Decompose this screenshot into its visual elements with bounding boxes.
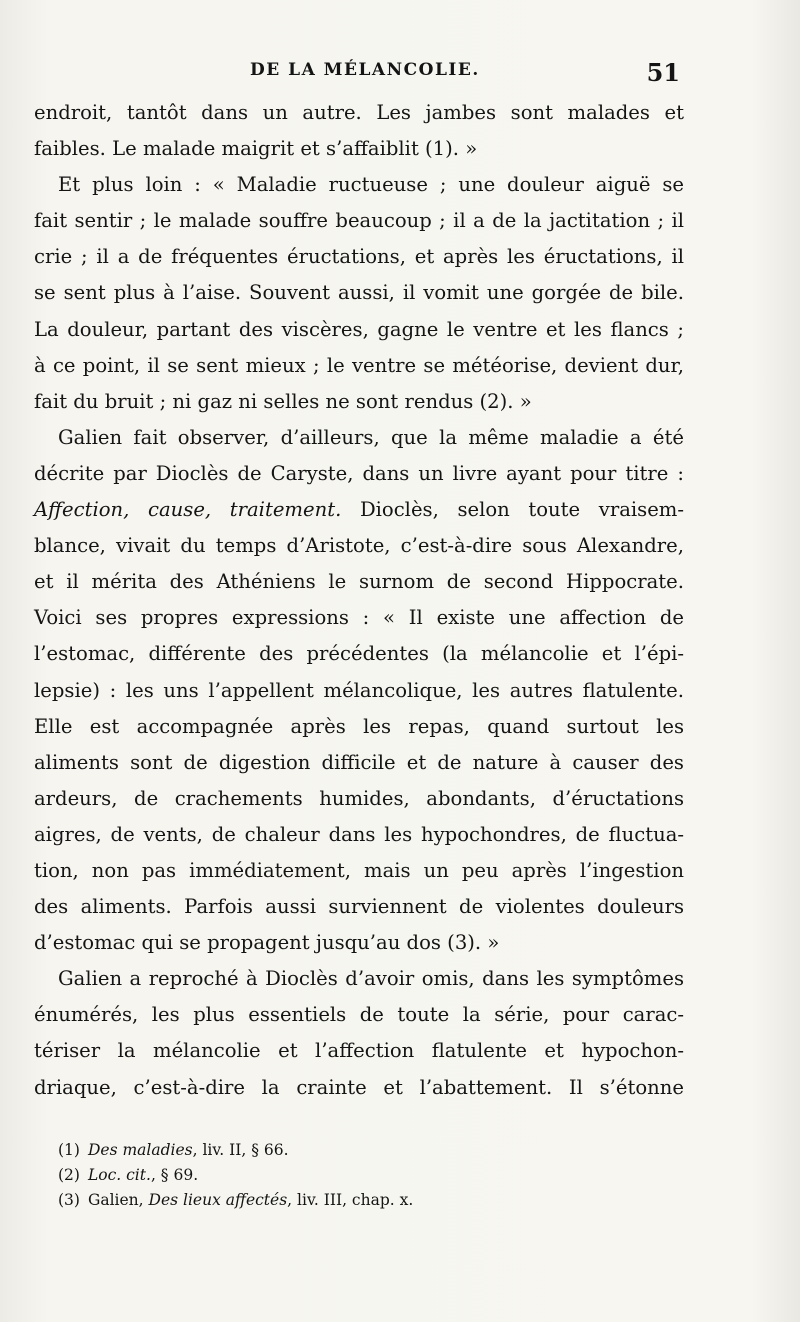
footnote-number: (1) (58, 1141, 80, 1159)
footnote (58, 1188, 678, 1213)
running-head (0, 58, 800, 88)
text-line (34, 528, 684, 564)
text-run: et il mérita des Athéniens le surnom de second Hippocrate. (34, 570, 684, 594)
text-line (34, 203, 684, 239)
footnote-italic-text: Des maladies (87, 1141, 193, 1159)
text-run: Voici ses propres expressions : « Il existe une affection de (34, 606, 684, 630)
text-run: faibles. Le malade maigrit et s’affaiblit (1). » (34, 137, 478, 161)
text-line (34, 636, 684, 672)
text-run: crie ; il a de fréquentes éructations, et après les éructations, il (34, 245, 684, 269)
text-run: fait du bruit ; ni gaz ni selles ne sont rendus (2). » (34, 389, 532, 413)
text-line (34, 131, 684, 167)
footnote-text: , § 69. (150, 1166, 199, 1184)
text-line (34, 95, 684, 131)
text-run: d’estomac qui se propagent jusqu’au dos (3). » (34, 931, 500, 955)
text-line (34, 1070, 684, 1106)
text-run: décrite par Dioclès de Caryste, dans un livre ayant pour titre : (34, 461, 684, 485)
text-line (34, 348, 684, 384)
text-line (34, 673, 684, 709)
text-line (34, 817, 684, 853)
text-run: Galien a reproché à Dioclès d’avoir omis, dans les symptômes (58, 967, 684, 991)
text-run: Et plus loin : « Maladie ructueuse ; une douleur aiguë se (58, 173, 684, 197)
text-run: des aliments. Parfois aussi surviennent de violentes douleurs (34, 895, 684, 919)
text-run: blance, vivait du temps d’Aristote, c’est-à-dire sous Alexandre, (34, 534, 684, 558)
footnote-number: (3) (58, 1191, 80, 1209)
text-run: aigres, de vents, de chaleur dans les hypochondres, de fluctua- (34, 822, 684, 846)
text-line (34, 492, 684, 528)
footnote-text: , liv. II, § 66. (192, 1141, 289, 1159)
text-run: à ce point, il se sent mieux ; le ventre se météorise, devient dur, (34, 353, 684, 377)
footnote (58, 1138, 678, 1163)
text-line (34, 781, 684, 817)
text-run: Dioclès, selon toute vraisem- (341, 498, 684, 522)
text-line (34, 312, 684, 348)
text-run: énumérés, les plus essentiels de toute la série, pour carac- (34, 1003, 684, 1027)
text-line (34, 853, 684, 889)
text-run: tion, non pas immédiatement, mais un peu après l’ingestion (34, 858, 684, 882)
text-line (34, 997, 684, 1033)
text-line (34, 925, 684, 961)
text-line (34, 745, 684, 781)
body-text (34, 95, 684, 1106)
text-run: tériser la mélancolie et l’affection flatulente et hypochon- (34, 1039, 684, 1063)
text-run: Galien fait observer, d’ailleurs, que la même maladie a été (58, 425, 684, 449)
italic-text: Affection, cause, traitement. (34, 498, 342, 522)
text-run: l’estomac, différente des précédentes (la mélancolie et l’épi- (34, 642, 684, 666)
footnote-number: (2) (58, 1166, 80, 1184)
text-line (34, 889, 684, 925)
text-run: La douleur, partant des viscères, gagne le ventre et les flancs ; (34, 317, 684, 341)
text-line (34, 600, 684, 636)
footnotes (58, 1138, 678, 1213)
running-title: DE LA MÉLANCOLIE. (250, 60, 480, 80)
footnote-text: Galien, (87, 1191, 149, 1209)
text-run: driaque, c’est-à-dire la crainte et l’abattement. Il s’étonne (34, 1075, 684, 1099)
text-line (34, 1033, 684, 1069)
text-run: se sent plus à l’aise. Souvent aussi, il vomit une gorgée de bile. (34, 281, 684, 305)
text-line (34, 961, 684, 997)
text-line (34, 384, 684, 420)
text-run: Elle est accompagnée après les repas, quand surtout les (34, 714, 684, 738)
text-line (34, 709, 684, 745)
text-line (34, 167, 684, 203)
text-line (34, 239, 684, 275)
footnote-text: , liv. III, chap. x. (287, 1191, 414, 1209)
text-run: ardeurs, de crachements humides, abondants, d’éructations (34, 786, 684, 810)
text-run: endroit, tantôt dans un autre. Les jambes sont malades et (34, 101, 684, 124)
text-line (34, 456, 684, 492)
text-line (34, 275, 684, 311)
text-line (34, 564, 684, 600)
footnote-italic-text: Loc. cit. (87, 1166, 151, 1184)
footnote-italic-text: Des lieux affectés (148, 1191, 288, 1209)
text-line (34, 420, 684, 456)
text-run: lepsie) : les uns l’appellent mélancolique, les autres flatulente. (34, 678, 684, 702)
page-number: 51 (646, 58, 680, 87)
text-run: fait sentir ; le malade souffre beaucoup ; il a de la jactitation ; il (34, 209, 684, 233)
text-run: aliments sont de digestion difficile et de nature à causer des (34, 750, 684, 774)
footnote (58, 1163, 678, 1188)
